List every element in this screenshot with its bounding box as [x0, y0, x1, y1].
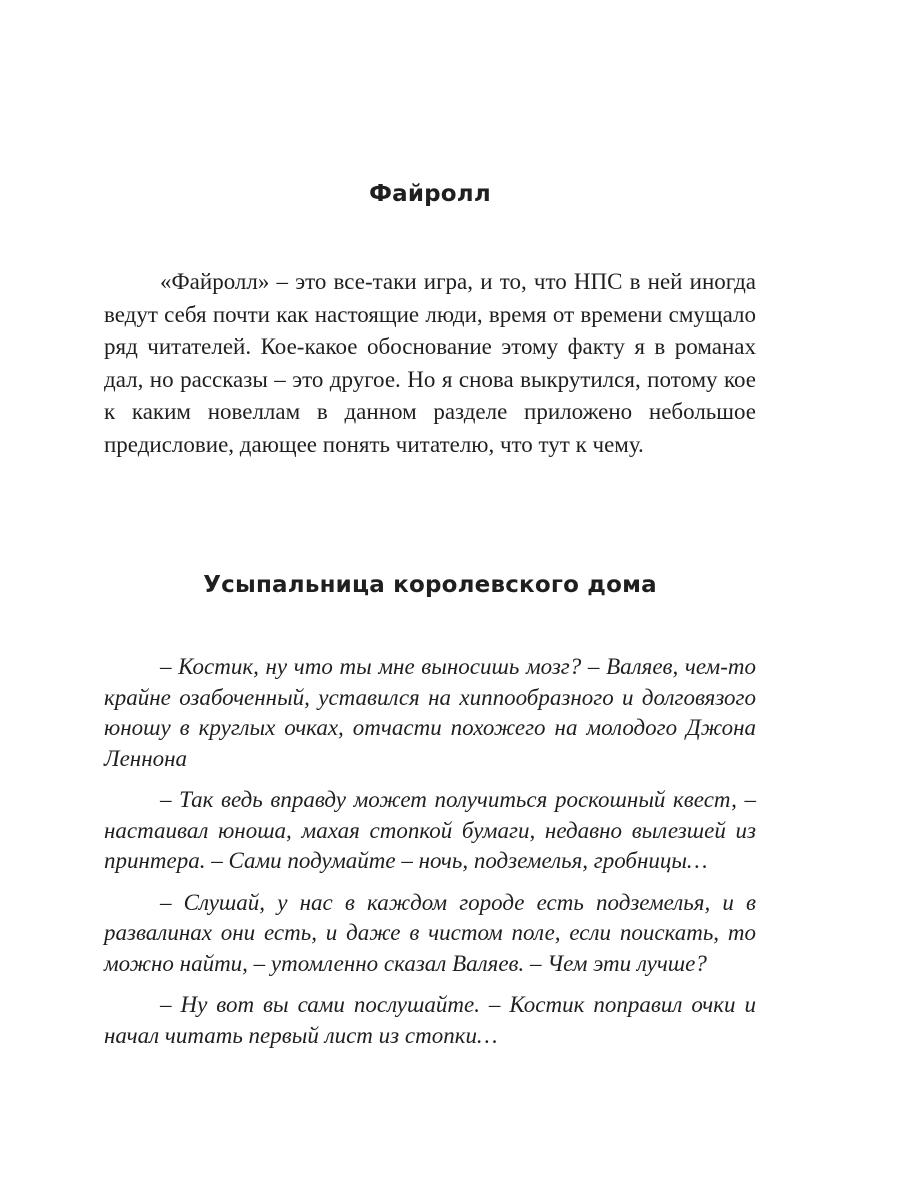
story-text — [104, 652, 756, 1062]
story-title: Усыпальница королевского дома — [203, 572, 657, 598]
story-paragraph: – Слушай, у нас в каждом городе есть подземелья, и в развалинах они есть, и даже в чистом поле, если поискать, то можно найти, – утомленно сказал Валяев. – Чем эти лучше? — [104, 889, 756, 976]
story-paragraph: – Так ведь вправду может получиться роскошный квест, – настаивал юноша, махая стопкой бумаги, недавно вылезшей из принтера. – Сами подумайте – ночь, подземелья, гробницы… — [104, 787, 756, 873]
section-title: Файролл — [369, 181, 491, 207]
intro-paragraph: «Файролл» – это все-таки игра, и то, что НПС в ней иногда ведут себя почти как настоящие люди, время от времени смущало ряд читателей. Кое-какое обоснование этому факту я в романах дал, но рассказы – это другое. Но я снова выкрутился, потому кое к каким новеллам в данном разделе приложено небольшое предисловие, дающее понять читателю, что тут к чему. — [104, 269, 756, 457]
story-paragraph: – Костик, ну что ты мне выносишь мозг? – Валяев, чем-то крайне озабоченный, уставился на хиппообразного и долговязого юношу в круглых очках, отчасти похожего на молодого Джона Леннона — [104, 654, 756, 771]
story-paragraph: – Ну вот вы сами послушайте. – Костик поправил очки и начал читать первый лист из стопки… — [104, 992, 756, 1048]
book-page — [104, 0, 756, 1200]
